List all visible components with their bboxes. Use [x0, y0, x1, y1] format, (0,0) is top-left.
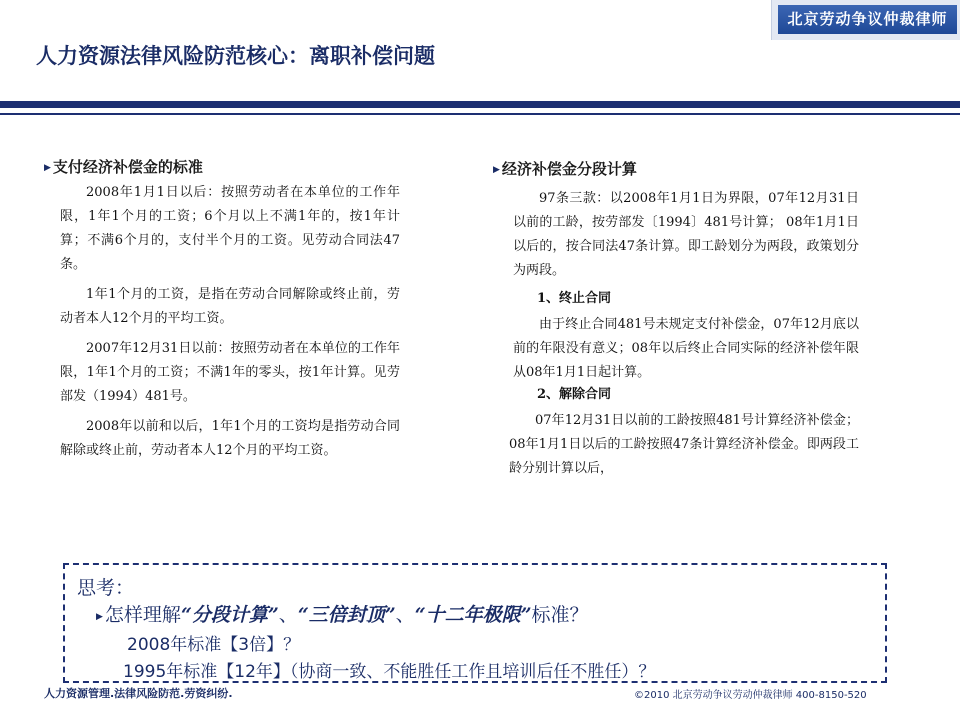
brand-badge — [771, 0, 960, 40]
footer-left: 人力资源管理.法律风险防范.劳资纠纷. — [44, 687, 233, 700]
question-term-limit: “十二年极限” — [414, 604, 532, 626]
left-paragraph: 2008年以前和以后，1年1个月的工资均是指劳动合同解除或终止前，劳动者本人12个月的平均工资。 — [60, 419, 400, 458]
bullet-triangle-icon: ▶ — [493, 165, 500, 175]
left-heading-text: 支付经济补偿金的标准 — [52, 158, 203, 176]
question-prefix: 怎样理解 — [104, 604, 181, 626]
think-question — [96, 600, 589, 627]
footer-copyright: ©2010 北京劳动争议劳动仲裁律师 400-8150-520 — [634, 690, 867, 701]
dissolution-paragraph: 07年12月31日以前的工龄按照481号计算经济补偿金；08年1月1日以后的工龄按照47条计算经济补偿金。即两段工龄分别计算以后， — [509, 413, 859, 476]
left-paragraph: 2008年1月1日以后：按照劳动者在本单位的工作年限，1年1个月的工资；6个月以上不满1年的，按1年计算；不满6个月的，支付半个月的工资。见劳动合同法47条。 — [60, 185, 400, 272]
question-term-cap: “三倍封顶” — [297, 604, 396, 626]
think-line-2008: 2008年标准【3倍】？ — [127, 635, 301, 655]
bullet-triangle-icon: ▶ — [44, 163, 51, 173]
question-separator: 、 — [395, 604, 415, 626]
right-heading-text: 经济补偿金分段计算 — [501, 160, 637, 178]
left-paragraph: 2007年12月31日以前：按照劳动者在本单位的工作年限，1年1个月的工资；不满1年的零头，按1年计算。见劳部发（1994）481号。 — [60, 341, 400, 404]
termination-paragraph: 由于终止合同481号未规定支付补偿金，07年12月底以前的年限没有意义；08年以后终止合同实际的经济补偿年限从08年1月1日起计算。 — [513, 317, 859, 380]
question-term-segment: “分段计算” — [180, 604, 279, 626]
header-divider-thick — [0, 101, 960, 108]
right-section-heading — [493, 158, 859, 179]
think-line-1995: 1995年标准【12年】（协商一致、不能胜任工作且培训后任不胜任）？ — [123, 662, 656, 682]
think-title: 思考： — [77, 577, 135, 599]
right-intro-paragraph: 97条三款：以2008年1月1日为界限，07年12月31日以前的工龄，按劳部发〔1994〕481号计算； 08年1月1日以后的，按合同法47条计算。即工龄划分为两段，政策划分为两段。 — [513, 191, 859, 278]
left-section-heading — [44, 156, 410, 177]
left-column — [44, 156, 410, 469]
question-suffix: 标准？ — [531, 604, 589, 626]
bullet-triangle-icon: ▶ — [96, 612, 103, 622]
right-column — [493, 158, 859, 481]
page-title: 人力资源法律风险防范核心：离职补偿问题 — [36, 43, 435, 68]
subheading-termination: 1、终止合同 — [537, 291, 612, 306]
header-divider-thin — [0, 113, 960, 115]
question-separator: 、 — [278, 604, 298, 626]
subheading-dissolution: 2、解除合同 — [537, 387, 612, 402]
left-paragraph: 1年1个月的工资，是指在劳动合同解除或终止前，劳动者本人12个月的平均工资。 — [60, 287, 400, 326]
brand-name: 北京劳动争议仲裁律师 — [778, 5, 957, 34]
